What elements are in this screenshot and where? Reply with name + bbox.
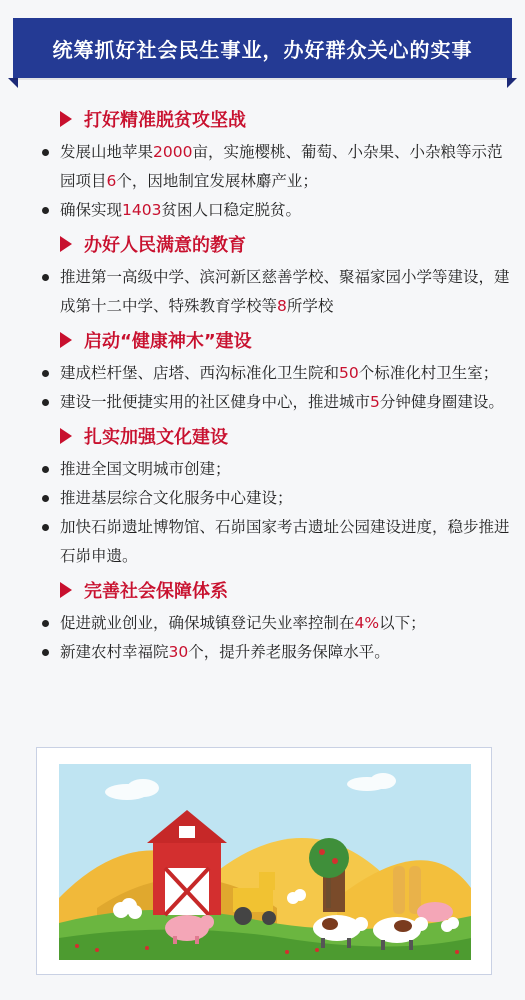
triangle-bullet-icon <box>60 582 72 598</box>
item-text: 确保实现 <box>60 201 123 219</box>
triangle-bullet-icon <box>60 236 72 252</box>
triangle-bullet-icon <box>60 332 72 348</box>
item-text: 促进就业创业，确保城镇登记失业率控制在 <box>60 614 355 632</box>
section-title <box>60 571 525 609</box>
section <box>0 100 525 225</box>
item-text: 推进基层综合文化服务中心建设； <box>60 489 293 507</box>
bullet-dot-icon <box>42 649 49 656</box>
list-item <box>42 196 510 225</box>
bullet-dot-icon <box>42 620 49 627</box>
bullet-dot-icon <box>42 495 49 502</box>
highlight-number: 1403 <box>122 201 162 219</box>
item-text: 加快石峁遗址博物馆、石峁国家考古遗址公园建设进度，稳步推进石峁申遗。 <box>60 518 510 565</box>
banner-fold-right <box>507 78 517 88</box>
farm-illustration <box>36 747 492 975</box>
list-item <box>42 638 510 667</box>
section-title <box>60 100 525 138</box>
highlight-number: 5 <box>370 393 380 411</box>
section-title-text: 办好人民满意的教育 <box>84 235 246 256</box>
highlight-number: 30 <box>168 643 189 661</box>
item-text: 贫困人口稳定脱贫。 <box>161 201 301 219</box>
item-text: 个，提升养老服务保障水平。 <box>188 643 390 661</box>
highlight-number: 2000 <box>153 143 193 161</box>
section <box>0 417 525 571</box>
item-text: 新建农村幸福院 <box>60 643 169 661</box>
item-text: 建成栏杆堡、店塔、西沟标准化卫生院和 <box>60 364 340 382</box>
list-item <box>42 513 510 571</box>
section-title <box>60 321 525 359</box>
list-item <box>42 138 510 196</box>
list-item <box>42 263 510 321</box>
bullet-dot-icon <box>42 149 49 156</box>
list-item <box>42 455 510 484</box>
item-text: 推进第一高级中学、滨河新区慈善学校、聚福家园小学等建设，建成第十二中学、特殊教育学校等 <box>60 268 510 315</box>
list-item <box>42 388 510 417</box>
section-title-text: 启动“健康神木”建设 <box>84 331 252 352</box>
section-title <box>60 225 525 263</box>
item-text: 建设一批便捷实用的社区健身中心，推进城市 <box>60 393 371 411</box>
item-text: 分钟健身圈建设。 <box>379 393 504 411</box>
section <box>0 571 525 667</box>
banner-title: 统筹抓好社会民生事业，办好群众关心的实事 <box>13 18 512 78</box>
list-item <box>42 484 510 513</box>
bullet-dot-icon <box>42 370 49 377</box>
section <box>0 225 525 321</box>
content <box>0 100 525 667</box>
item-text: 所学校 <box>286 297 334 315</box>
bullet-dot-icon <box>42 399 49 406</box>
bullet-dot-icon <box>42 274 49 281</box>
item-text: 推进全国文明城市创建； <box>60 460 231 478</box>
bullet-dot-icon <box>42 466 49 473</box>
section-title-text: 打好精准脱贫攻坚战 <box>84 110 246 131</box>
title-banner <box>8 18 517 96</box>
triangle-bullet-icon <box>60 428 72 444</box>
banner-fold-left <box>8 78 18 88</box>
section-title-text: 完善社会保障体系 <box>84 581 228 602</box>
list-item <box>42 359 510 388</box>
bullet-dot-icon <box>42 524 49 531</box>
highlight-number: 8 <box>277 297 287 315</box>
section-title-text: 扎实加强文化建设 <box>84 427 228 448</box>
highlight-number: 6 <box>106 172 117 190</box>
section-title <box>60 417 525 455</box>
item-text: 个，因地制宜发展林麝产业； <box>116 172 318 190</box>
farm-illustration-icon <box>37 748 491 974</box>
highlight-number: 50 <box>339 364 359 382</box>
item-text: 亩，实施樱桃、葡萄、小杂果、小杂粮等示范园项目 <box>60 143 503 190</box>
bullet-dot-icon <box>42 207 49 214</box>
item-text: 以下； <box>379 614 426 632</box>
highlight-number: 4% <box>354 614 380 632</box>
section <box>0 321 525 417</box>
item-text: 个标准化村卫生室； <box>358 364 499 382</box>
list-item <box>42 609 510 638</box>
triangle-bullet-icon <box>60 111 72 127</box>
item-text: 发展山地苹果 <box>60 143 154 161</box>
